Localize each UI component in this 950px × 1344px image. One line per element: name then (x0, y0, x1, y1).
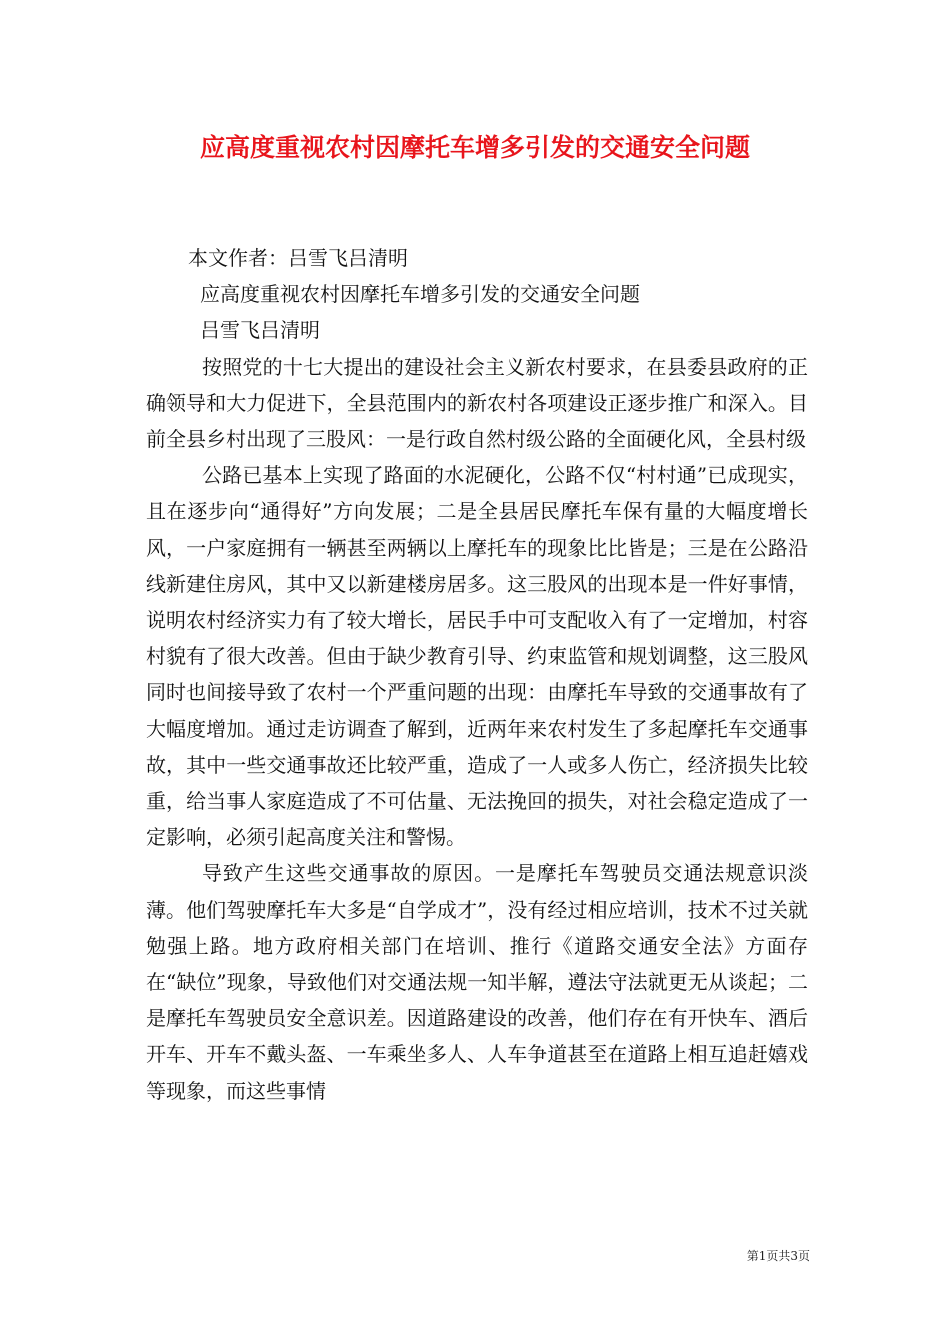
paragraph-3: 导致产生这些交通事故的原因。一是摩托车驾驶员交通法规意识淡薄。他们驾驶摩托车大多是“自学成才”，没有经过相应培训，技术不过关就勉强上路。地方政府相关部门在培训、推行《道路交通安全法》方面存在“缺位”现象，导致他们对交通法规一知半解，遵法守法就更无从谈起；二是摩托车驾驶员安全意识差。因道路建设的改善，他们存在有开快车、酒后开车、开车不戴头盔、一车乘坐多人、人车争道甚至在道路上相互追赶嬉戏等现象，而这些事情 (146, 861, 808, 1103)
document-body (146, 240, 808, 1109)
paragraph-2: 公路已基本上实现了路面的水泥硬化，公路不仅“村村通”已成现实，且在逐步向“通得好”方向发展；二是全县居民摩托车保有量的大幅度增长风，一户家庭拥有一辆甚至两辆以上摩托车的现象比比皆是；三是在公路沿线新建住房风，其中又以新建楼房居多。这三股风的出现本是一件好事情，说明农村经济实力有了较大增长，居民手中可支配收入有了一定增加，村容村貌有了很大改善。但由于缺少教育引导、约束监管和规划调整，这三股风同时也间接导致了农村一个严重问题的出现：由摩托车导致的交通事故有了大幅度增加。通过走访调查了解到，近两年来农村发生了多起摩托车交通事故，其中一些交通事故还比较严重，造成了一人或多人伤亡，经济损失比较重，给当事人家庭造成了不可估量、无法挽回的损失，对社会稳定造成了一定影响，必须引起高度关注和警惕。 (146, 463, 808, 850)
article-subtitle: 应高度重视农村因摩托车增多引发的交通安全问题 (200, 282, 640, 307)
document-title: 应高度重视农村因摩托车增多引发的交通安全问题 (199, 133, 750, 162)
article-byline: 吕雪飞吕清明 (200, 318, 320, 343)
author-line: 本文作者：吕雪飞吕清明 (188, 246, 408, 270)
paragraph-1: 按照党的十七大提出的建设社会主义新农村要求，在县委县政府的正确领导和大力促进下，全县范围内的新农村各项建设正逐步推广和深入。目前全县乡村出现了三股风：一是行政自然村级公路的全面硬化风，全县村级 (146, 354, 808, 452)
page-number: 第1页共3页 (746, 1249, 810, 1263)
